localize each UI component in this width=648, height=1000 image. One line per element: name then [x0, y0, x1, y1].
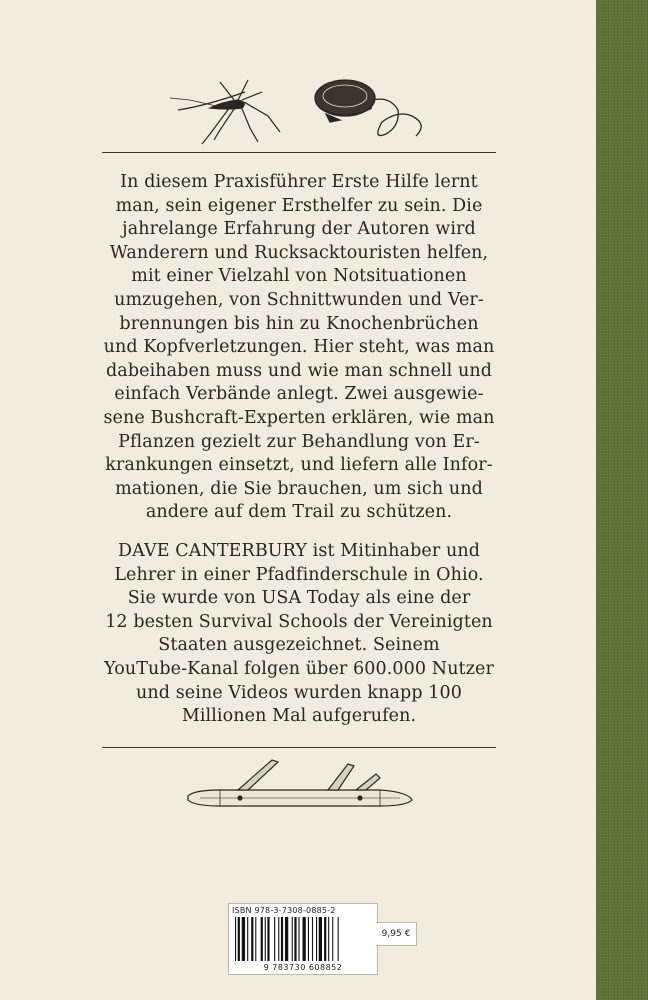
bio-line: Lehrer in einer Pfadfinderschule in Ohio.	[114, 564, 484, 585]
pocket-watch-icon	[315, 80, 421, 136]
blurb-line: mationen, die Sie brauchen, um sich und	[115, 478, 483, 499]
blurb-line: umzugehen, von Schnittwunden und Ver-	[114, 289, 484, 310]
author-bio	[102, 540, 496, 729]
top-divider	[102, 152, 496, 153]
blurb-line: man, sein eigener Ersthelfer zu sein. Die	[115, 195, 483, 216]
blurb-line: brennungen bis hin zu Knochenbrüchen	[119, 313, 479, 334]
bio-line: und seine Videos wurden knapp 100	[136, 682, 462, 703]
bio-line: YouTube-Kanal folgen über 600.000 Nutzer	[104, 658, 494, 679]
bio-line: Sie wurde von USA Today als eine der	[127, 588, 471, 609]
price-label: 9,95 €	[376, 922, 417, 946]
blurb-line: In diesem Praxisführer Erste Hilfe lernt	[120, 172, 478, 192]
blurb-line: krankungen einsetzt, und liefern alle Infor-	[105, 455, 493, 476]
blurb-line: jahrelange Erfahrung der Autoren wird	[122, 219, 476, 240]
isbn-barcode	[228, 903, 378, 975]
barcode-digits: 9 783730 608852	[263, 963, 343, 972]
top-illustration	[150, 70, 450, 150]
blurb-line: Pflanzen gezielt zur Behandlung von Er-	[118, 431, 480, 452]
bio-line: 12 besten Survival Schools der Vereinigten	[105, 611, 493, 632]
blurb-line: Wanderern und Rucksacktouristen helfen,	[109, 242, 489, 263]
blurb-line: andere auf dem Trail zu schützen.	[145, 502, 453, 523]
bio-line: Staaten ausgezeichnet. Seinem	[158, 635, 440, 656]
pocket-knife-icon	[180, 756, 420, 818]
blurb-line: einfach Verbände anlegt. Zwei ausgewie-	[114, 384, 484, 405]
blurb-line: sene Bushcraft-Experten erklären, wie man	[103, 407, 495, 428]
blurb-line: mit einer Vielzahl von Notsituationen	[131, 266, 467, 287]
mosquito-icon	[170, 80, 280, 144]
book-blurb	[102, 171, 496, 525]
bio-line: Millionen Mal aufgerufen.	[181, 706, 417, 727]
barcode-bars	[235, 917, 371, 961]
blurb-line: und Kopfverletzungen. Hier steht, was man	[103, 337, 495, 358]
bottom-divider	[102, 747, 496, 748]
book-spine-edge	[596, 0, 648, 1000]
isbn-label: ISBN 978-3-7308-0885-2	[232, 906, 336, 915]
bio-line: DAVE CANTERBURY ist Mitinhaber und	[117, 541, 481, 561]
blurb-line: dabeihaben muss und wie man schnell und	[105, 360, 493, 381]
